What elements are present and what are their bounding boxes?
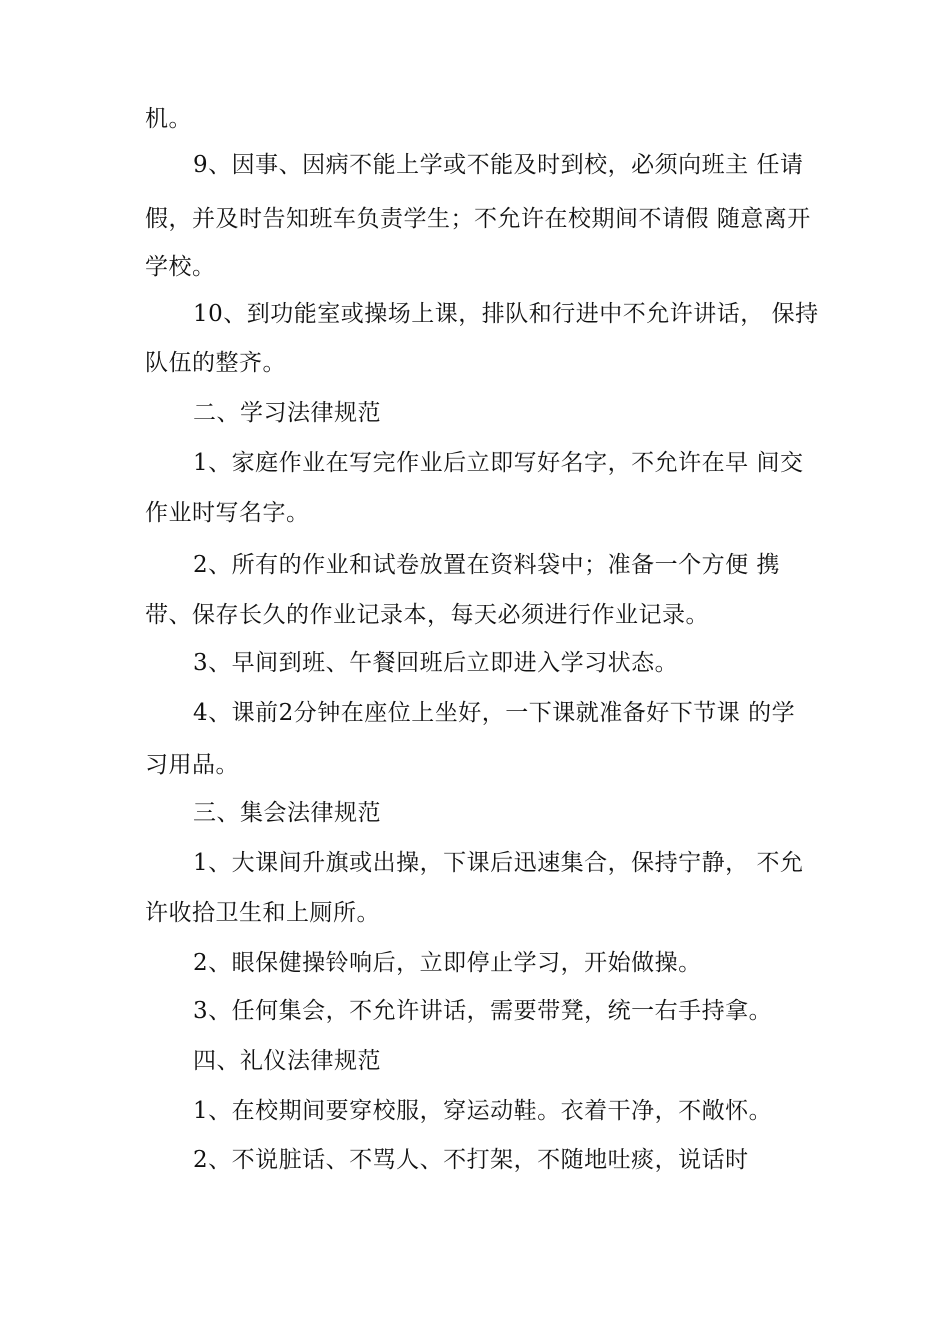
text-line: 习用品。 — [145, 752, 239, 778]
text-line: 2、不说脏话、不骂人、不打架，不随地吐痰，说话时 — [193, 1147, 749, 1173]
text-line: 学校。 — [145, 254, 216, 280]
section-heading: 四、礼仪法律规范 — [193, 1048, 381, 1074]
text-line: 队伍的整齐。 — [145, 350, 286, 376]
section-heading: 三、集会法律规范 — [193, 800, 381, 826]
text-line: 9、因事、因病不能上学或不能及时到校，必须向班主 任请 — [193, 152, 804, 178]
text-line: 带、保存长久的作业记录本，每天必须进行作业记录。 — [145, 602, 709, 628]
text-line: 机。 — [145, 106, 192, 132]
text-line: 1、家庭作业在写完作业后立即写好名字，不允许在早 间交 — [193, 450, 804, 476]
text-line: 3、早间到班、午餐回班后立即进入学习状态。 — [193, 650, 679, 676]
text-line: 1、在校期间要穿校服，穿运动鞋。衣着干净，不敞怀。 — [193, 1098, 773, 1124]
text-line: 假，并及时告知班车负责学生；不允许在校期间不请假 随意离开 — [145, 206, 811, 232]
text-line: 2、所有的作业和试卷放置在资料袋中；准备一个方便 携 — [193, 552, 780, 578]
text-line: 10、到功能室或操场上课，排队和行进中不允许讲话， 保持 — [193, 301, 819, 327]
text-line: 4、课前2分钟在座位上坐好，一下课就准备好下节课 的学 — [193, 700, 796, 726]
text-line: 许收拾卫生和上厕所。 — [145, 900, 380, 926]
text-line: 2、眼保健操铃响后，立即停止学习，开始做操。 — [193, 950, 702, 976]
text-line: 3、任何集会，不允许讲话，需要带凳，统一右手持拿。 — [193, 998, 773, 1024]
section-heading: 二、学习法律规范 — [193, 400, 381, 426]
text-line: 1、大课间升旗或出操，下课后迅速集合，保持宁静， 不允 — [193, 850, 804, 876]
text-line: 作业时写名字。 — [145, 500, 310, 526]
